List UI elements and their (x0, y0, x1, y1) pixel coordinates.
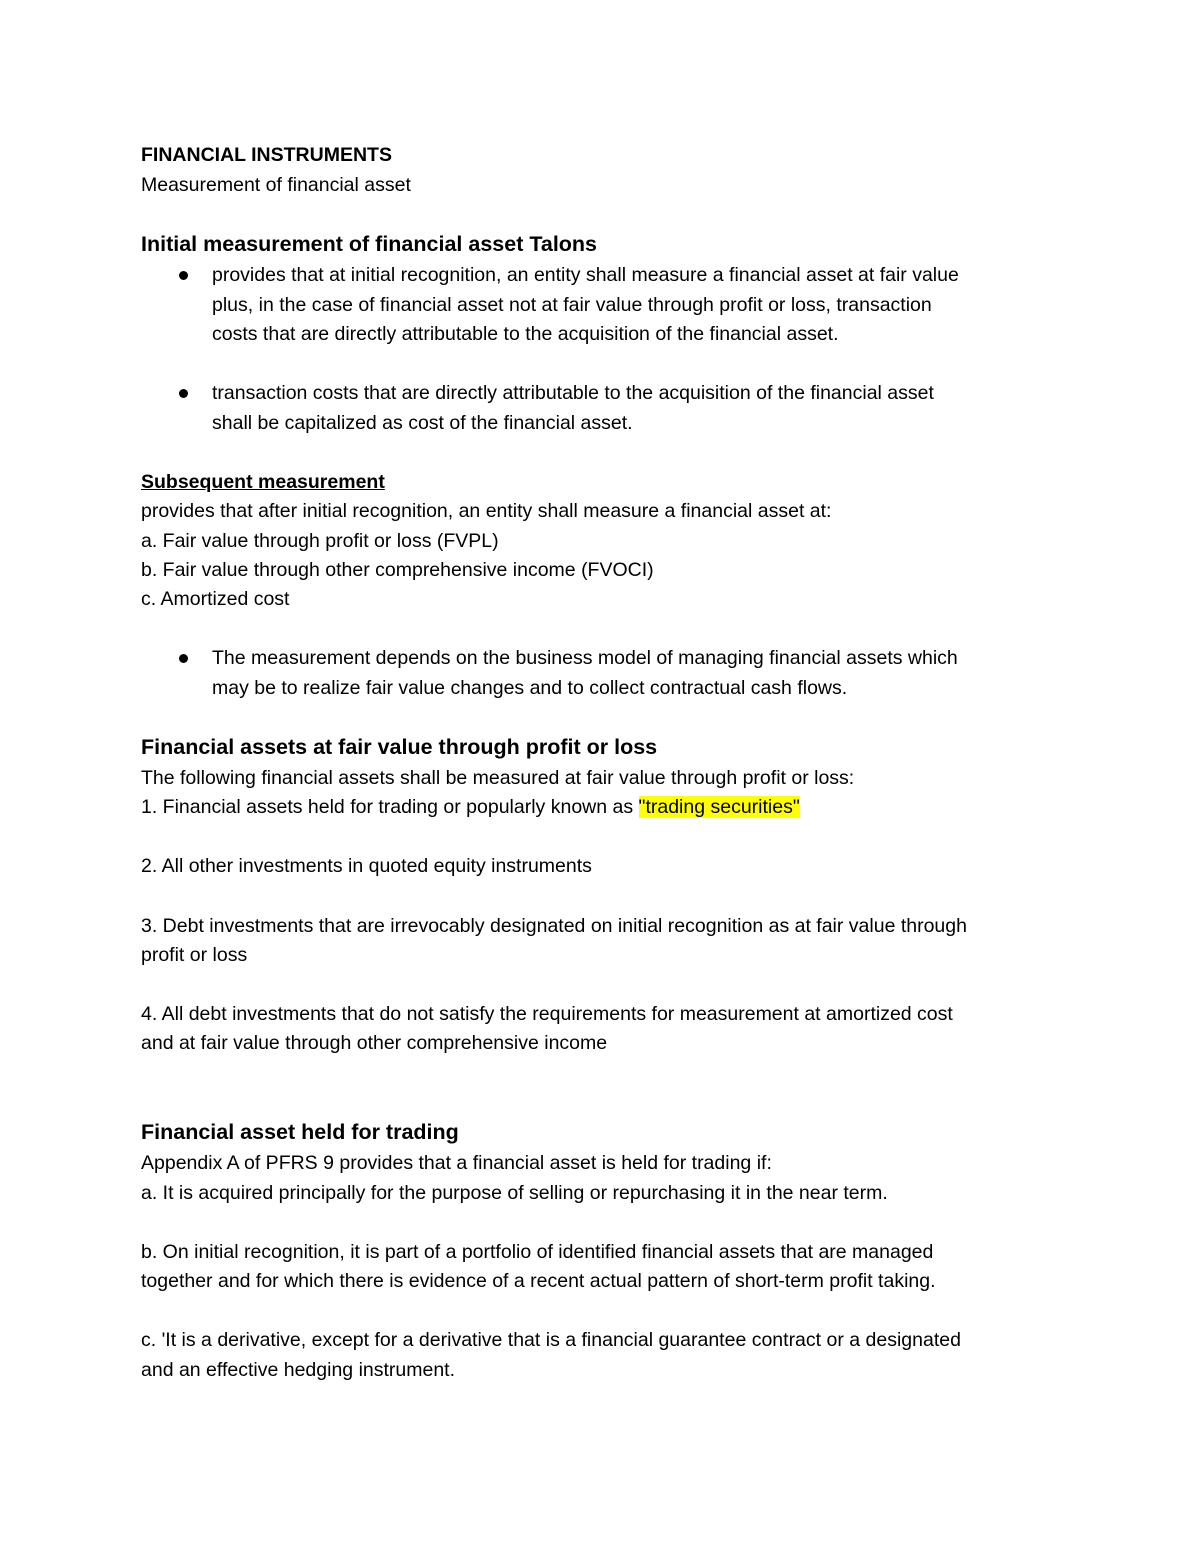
bullet-icon (179, 389, 188, 398)
fvpl-item-1-text: 1. Financial assets held for trading or popularly known as (141, 796, 639, 818)
section-heading-held-for-trading: Financial asset held for trading (141, 1120, 459, 1144)
trading-item-c-line2: and an effective hedging instrument. (141, 1359, 456, 1381)
subsequent-item-b: b. Fair value through other comprehensive income (FVOCI) (141, 559, 654, 581)
section-heading-subsequent-measurement: Subsequent measurement (141, 471, 385, 493)
fvpl-item-3-line2: profit or loss (141, 944, 248, 966)
document-subtitle: Measurement of financial asset (141, 174, 411, 196)
highlighted-term: "trading securities" (638, 796, 800, 818)
trading-item-a: a. It is acquired principally for the purpose of selling or repurchasing it in the near term. (141, 1182, 888, 1204)
fvpl-item-3-line1: 3. Debt investments that are irrevocably designated on initial recognition as at fair value through (141, 915, 967, 937)
trading-item-c-line1: c. 'It is a derivative, except for a derivative that is a financial guarantee contract or a designated (141, 1329, 961, 1351)
subsequent-item-a: a. Fair value through profit or loss (FVPL) (141, 530, 499, 552)
subsequent-bullet-line1: The measurement depends on the business model of managing financial assets which (212, 647, 958, 669)
section-heading-fvpl: Financial assets at fair value through profit or loss (141, 735, 658, 759)
subsequent-intro: provides that after initial recognition, an entity shall measure a financial asset at: (141, 500, 832, 522)
trading-item-b-line1: b. On initial recognition, it is part of a portfolio of identified financial assets that are managed (141, 1241, 934, 1263)
document-title: FINANCIAL INSTRUMENTS (141, 144, 392, 166)
fvpl-intro: The following financial assets shall be measured at fair value through profit or loss: (141, 767, 855, 789)
bullet2-line1: transaction costs that are directly attributable to the acquisition of the financial asset (212, 382, 934, 404)
bullet-icon (179, 654, 188, 663)
trading-item-b-line2: together and for which there is evidence of a recent actual pattern of short-term profit taking. (141, 1270, 936, 1292)
bullet1-line1: provides that at initial recognition, an entity shall measure a financial asset at fair value (212, 264, 959, 286)
bullet2-line2: shall be capitalized as cost of the financial asset. (212, 412, 633, 434)
fvpl-item-1 (141, 792, 800, 822)
subsequent-item-c: c. Amortized cost (141, 588, 290, 610)
section-heading-initial-measurement: Initial measurement of financial asset Talons (141, 232, 598, 256)
subsequent-bullet-line2: may be to realize fair value changes and to collect contractual cash flows. (212, 677, 848, 699)
fvpl-item-4-line2: and at fair value through other comprehensive income (141, 1032, 608, 1054)
bullet1-line2: plus, in the case of financial asset not at fair value through profit or loss, transaction (212, 294, 932, 316)
trading-intro: Appendix A of PFRS 9 provides that a financial asset is held for trading if: (141, 1152, 772, 1174)
fvpl-item-2: 2. All other investments in quoted equity instruments (141, 855, 592, 877)
bullet1-line3: costs that are directly attributable to the acquisition of the financial asset. (212, 323, 839, 345)
fvpl-item-4-line1: 4. All debt investments that do not satisfy the requirements for measurement at amortized cost (141, 1003, 953, 1025)
bullet-icon (179, 271, 188, 280)
